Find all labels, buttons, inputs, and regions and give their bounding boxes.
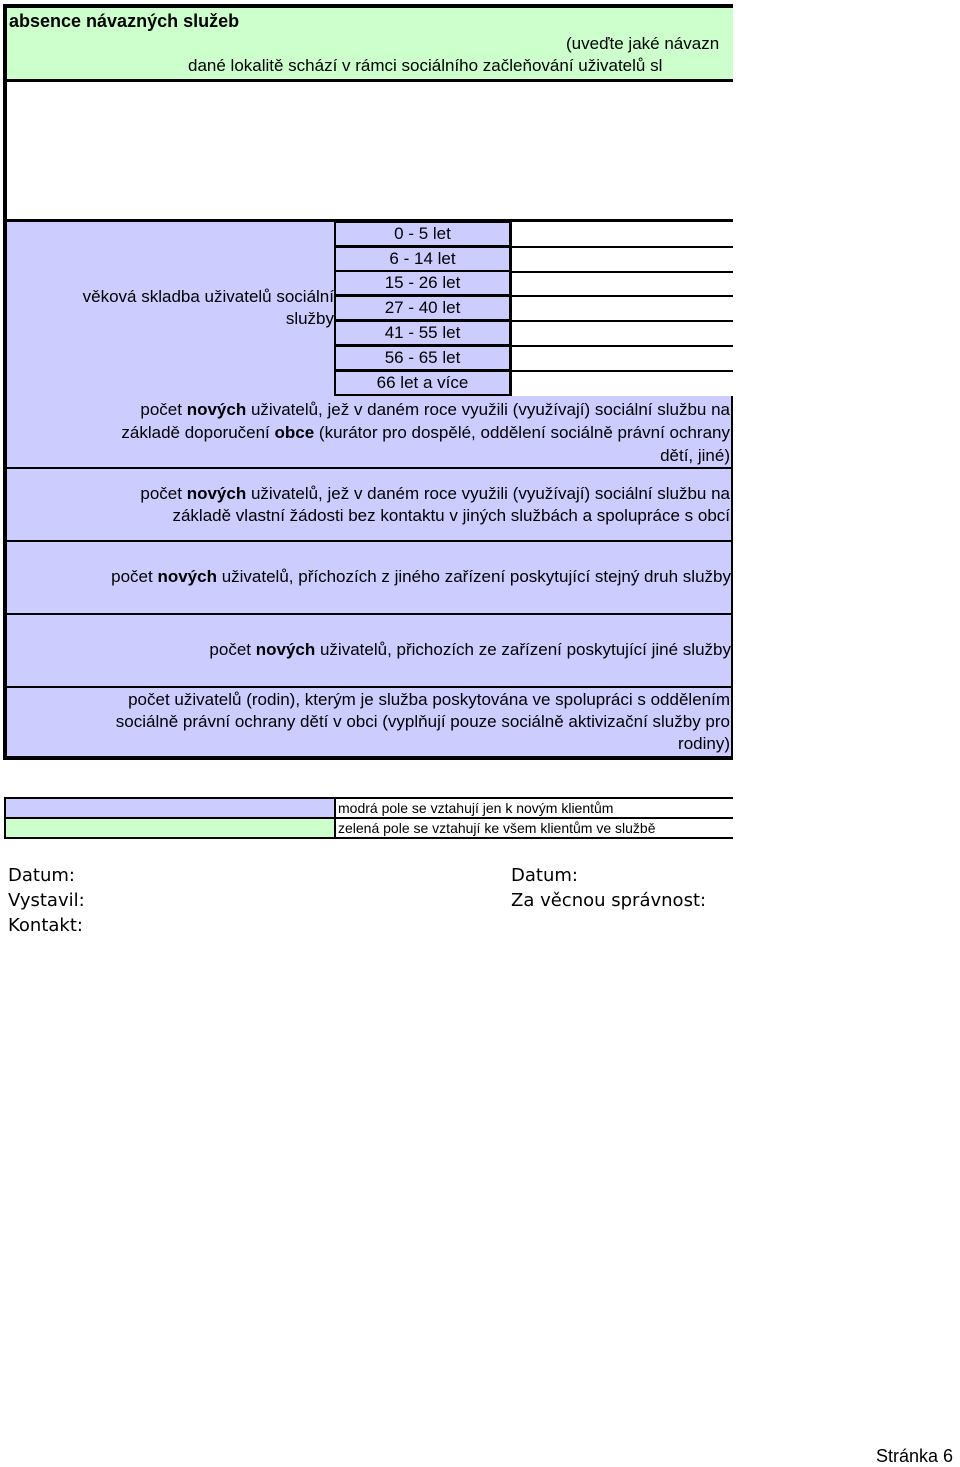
- row-referral-municipality-line1: počet nových uživatelů, jež v daném roce využili (využívají) sociální službu na: [140, 400, 730, 419]
- header-title: absence návazných služeb: [9, 11, 240, 31]
- legend-blue-text: modrá pole se vztahují jen k novým klientům: [338, 800, 614, 816]
- age-row-divider: [512, 345, 733, 347]
- row-own-request-line2: základě vlastní žádosti bez kontaktu v jiných službách a spolupráce s obcí: [172, 506, 730, 525]
- row-other-service-transfer: počet nových uživatelů, přichozích ze zařízení poskytující jiné služby: [209, 640, 731, 659]
- age-range-cell: 0 - 5 let: [336, 223, 509, 245]
- legend-green-swatch: [6, 819, 334, 837]
- row-ospod-cooperation-line3: rodiny): [678, 734, 730, 753]
- footer-vecna-spravnost: Za věcnou správnost:: [511, 890, 707, 911]
- row-divider: [7, 686, 733, 688]
- row-ospod-cooperation-line1: počet uživatelů (rodin), kterým je služba poskytována ve spolupráci s oddělením: [128, 690, 730, 709]
- age-values-column[interactable]: [512, 222, 733, 396]
- legend-blue-text-cell: [336, 799, 733, 817]
- age-row-divider: [512, 271, 733, 273]
- footer-vystavil: Vystavil:: [8, 890, 85, 911]
- row-divider: [7, 467, 733, 469]
- row-same-service-transfer: počet nových uživatelů, příchozích z jiného zařízení poskytující stejný druh služby: [111, 567, 731, 586]
- header-subtitle-1: (uveďte jaké návazn: [566, 34, 720, 53]
- header-subtitle-2: dané lokalitě schází v rámci sociálního začleňování uživatelů sl: [188, 56, 663, 75]
- row-referral-municipality-line2: základě doporučení obce (kurátor pro dospělé, oddělení sociálně právní ochrany: [121, 423, 730, 442]
- age-row-divider: [512, 320, 733, 322]
- row-referral-municipality-line3: dětí, jiné): [660, 446, 730, 465]
- age-row-divider: [512, 370, 733, 372]
- page-number: Stránka 6: [876, 1446, 954, 1466]
- row-divider: [7, 540, 733, 542]
- footer-datum-right: Datum:: [511, 865, 578, 886]
- row-ospod-cooperation-line2: sociálně právní ochrany dětí v obci (vyplňují pouze sociálně aktivizační služby pro: [115, 712, 730, 731]
- age-section-label-2: služby: [285, 309, 334, 328]
- row-own-request-line1: počet nových uživatelů, jež v daném roce využili (využívají) sociální službu na: [140, 484, 730, 503]
- legend-blue-swatch: [6, 799, 334, 817]
- footer-datum-left: Datum:: [8, 865, 75, 886]
- legend-green-text-cell: [336, 819, 733, 837]
- footer-kontakt: Kontakt:: [8, 915, 83, 936]
- empty-input-block[interactable]: [3, 82, 733, 222]
- age-row-divider: [512, 246, 733, 248]
- age-range-cell: 27 - 40 let: [336, 297, 509, 319]
- age-range-cell: 15 - 26 let: [336, 272, 509, 294]
- age-range-cell: 6 - 14 let: [336, 248, 509, 270]
- age-range-cell: 66 let a více: [336, 372, 509, 394]
- age-row-divider: [512, 295, 733, 297]
- row-divider: [7, 613, 733, 615]
- legend-green-text: zelená pole se vztahují ke všem klientům ve službě: [338, 820, 656, 836]
- age-range-cell: 56 - 65 let: [336, 347, 509, 369]
- age-section-label-1: věková skladba uživatelů sociální: [82, 287, 334, 306]
- age-range-cell: 41 - 55 let: [336, 322, 509, 344]
